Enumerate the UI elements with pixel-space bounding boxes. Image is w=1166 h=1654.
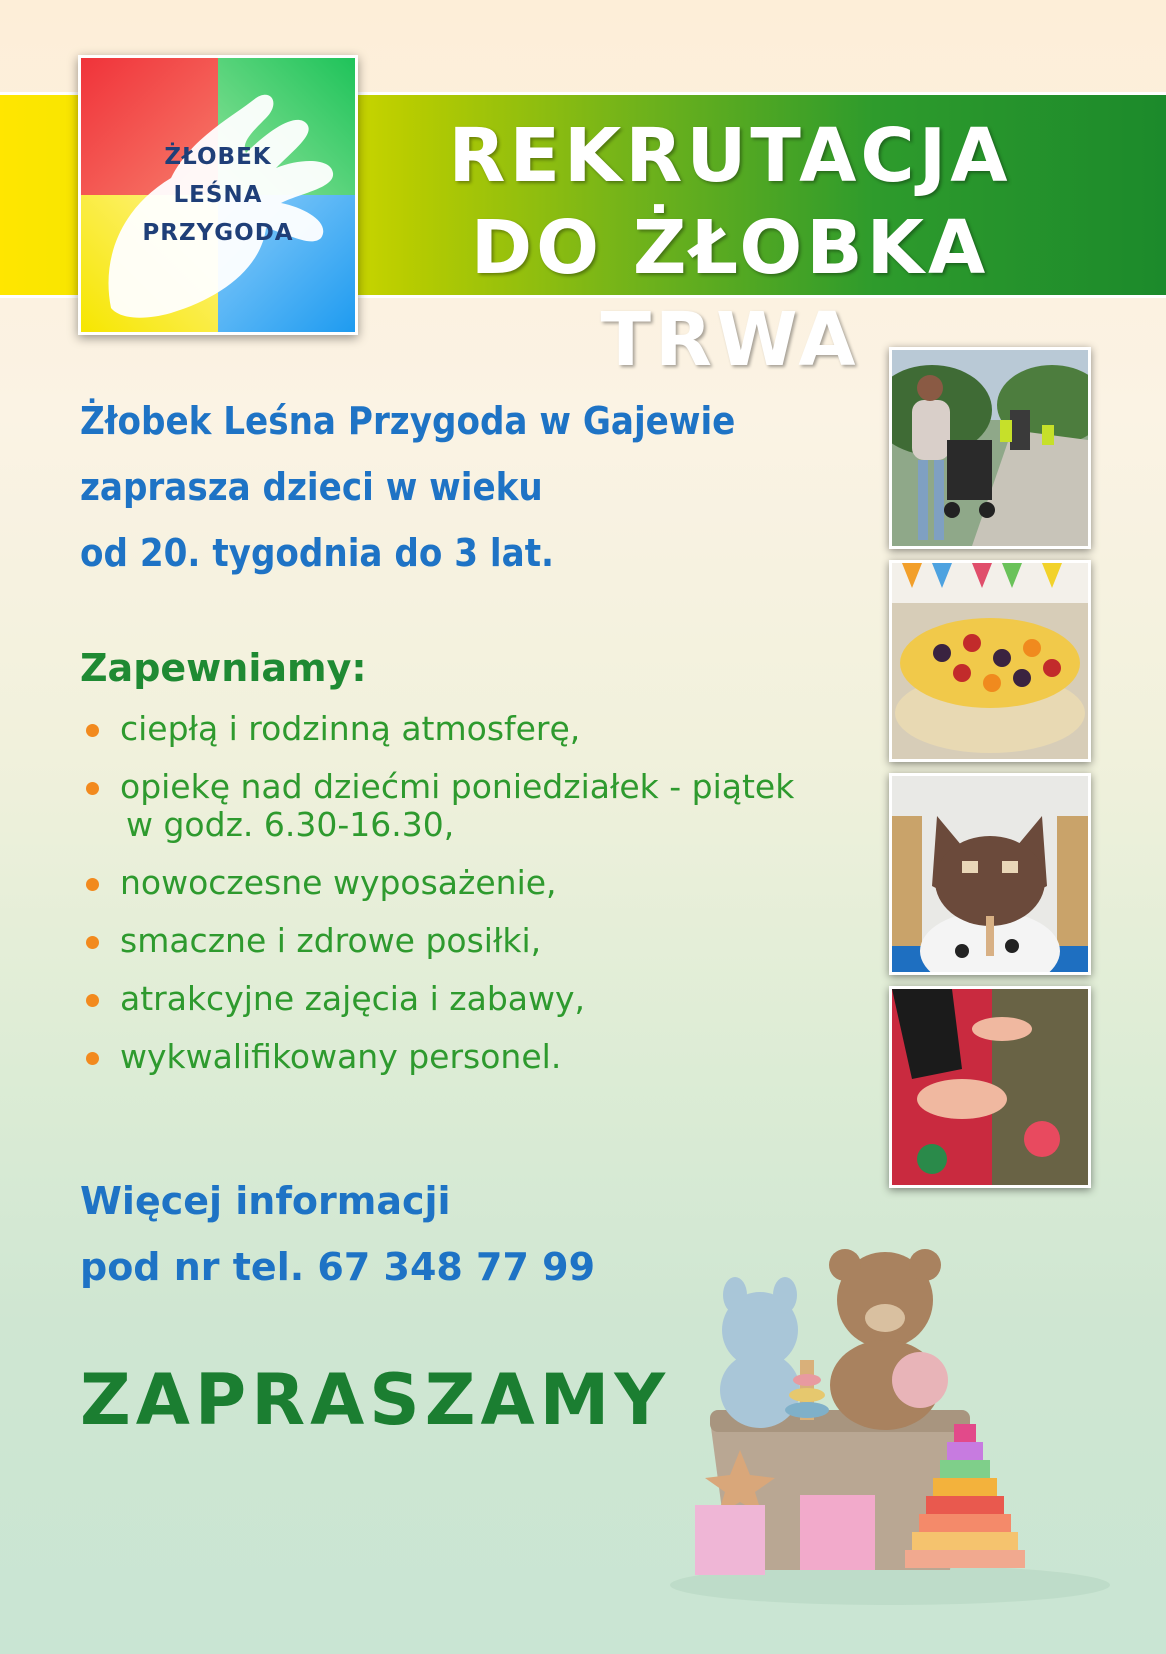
photo-cat-mask (889, 773, 1091, 975)
contact-line: Więcej informacji (80, 1179, 451, 1223)
intro-line: Żłobek Leśna Przygoda w Gajewie (80, 399, 736, 443)
intro-line: zaprasza dzieci w wieku (80, 465, 543, 509)
contact-info (80, 1168, 595, 1300)
photo-sensory (889, 986, 1091, 1188)
banner-title (380, 110, 1080, 386)
list-item: nowoczesne wyposażenie, (80, 864, 840, 902)
banner-title-line2: DO ŻŁOBKA TRWA (470, 205, 990, 383)
banner-title-line1: REKRUTACJA (448, 113, 1012, 199)
bullet-icon (86, 936, 99, 949)
list-item: wykwalifikowany personel. (80, 1038, 840, 1076)
intro-text (80, 388, 800, 586)
photo-cake (889, 560, 1091, 762)
toys-illustration (640, 1240, 1120, 1624)
phone-number: pod nr tel. 67 348 77 99 (80, 1245, 596, 1289)
bullet-icon (86, 724, 99, 737)
logo (78, 55, 358, 335)
list-item: ciepłą i rodzinną atmosferę, (80, 710, 840, 748)
features-list (80, 710, 840, 1096)
bullet-icon (86, 878, 99, 891)
intro-line: od 20. tygodnia do 3 lat. (80, 531, 555, 575)
bullet-icon (86, 994, 99, 1007)
features-heading: Zapewniamy: (80, 646, 367, 690)
photo-walk (889, 347, 1091, 549)
list-item: opiekę nad dziećmi poniedziałek - piątek w godz. 6.30-16.30, (80, 768, 840, 844)
list-item: smaczne i zdrowe posiłki, (80, 922, 840, 960)
list-item: atrakcyjne zajęcia i zabawy, (80, 980, 840, 1018)
bullet-icon (86, 782, 99, 795)
cta-text: ZAPRASZAMY (80, 1359, 671, 1441)
bullet-icon (86, 1052, 99, 1065)
logo-text: ŻŁOBEK LEŚNA PRZYGODA (142, 144, 294, 246)
